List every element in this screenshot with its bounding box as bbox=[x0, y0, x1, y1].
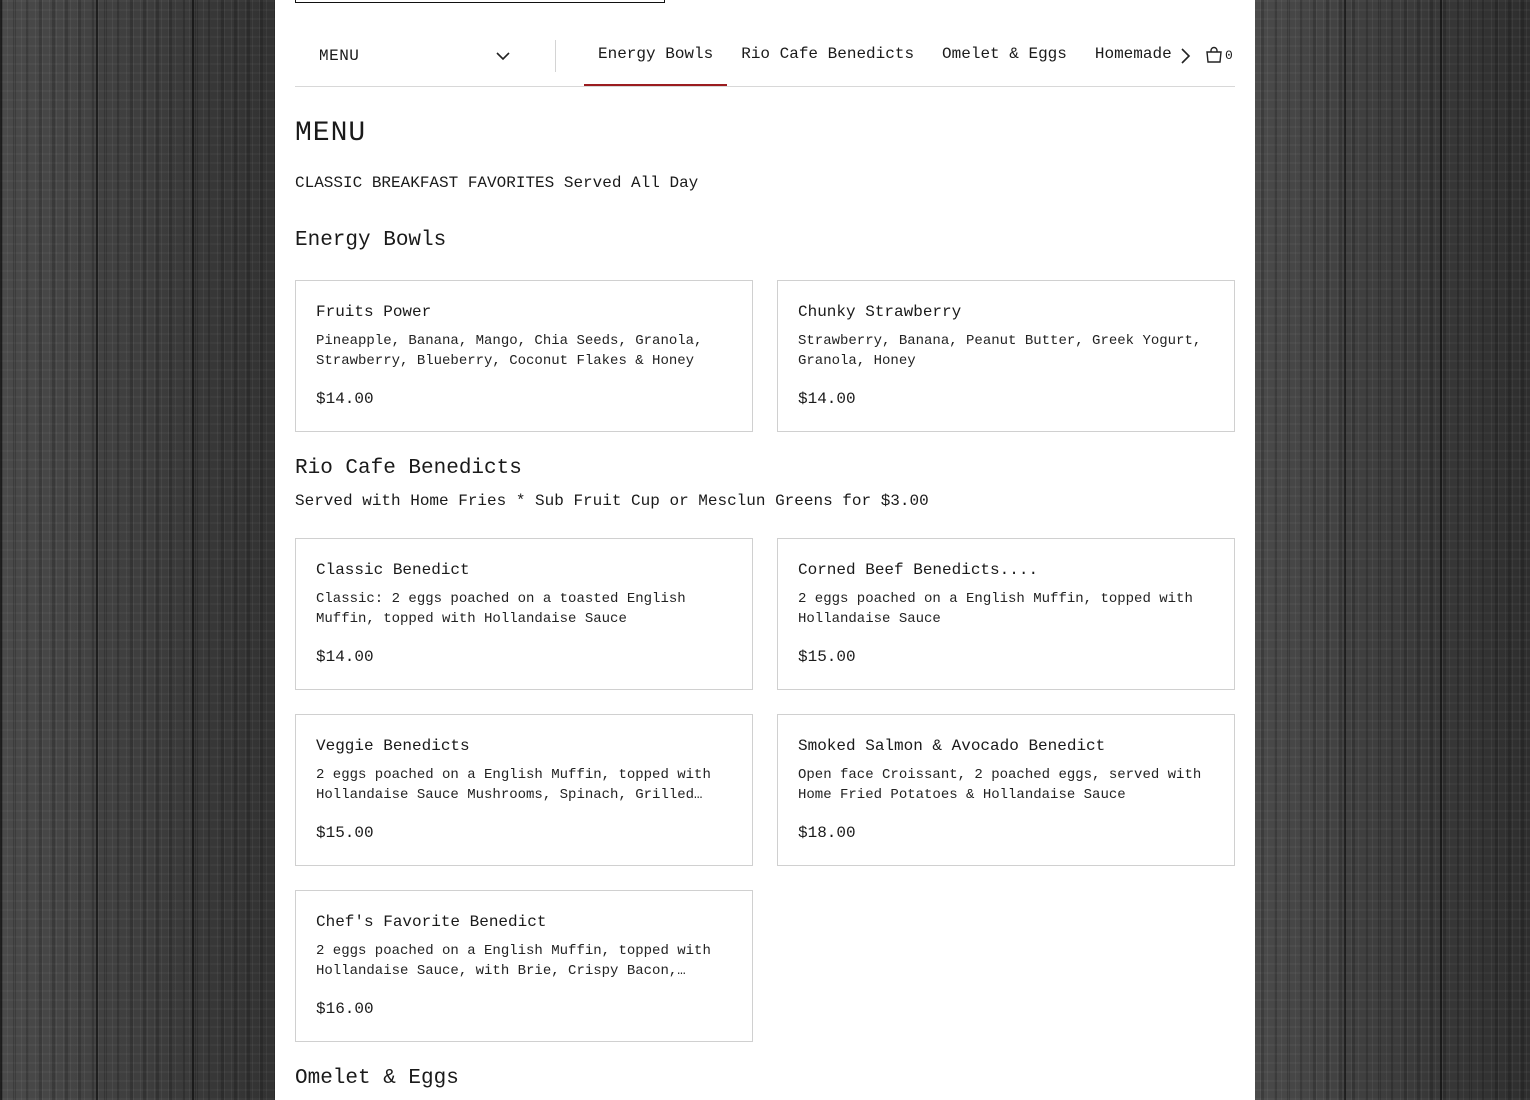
item-description: 2 eggs poached on a English Muffin, topped with Hollandaise Sauce bbox=[798, 591, 1193, 627]
item-name: Chunky Strawberry bbox=[798, 303, 962, 321]
menu-panel bbox=[275, 0, 1255, 1100]
tab-rio-cafe-benedicts[interactable]: Rio Cafe Benedicts bbox=[741, 45, 915, 63]
nav-divider bbox=[555, 40, 556, 72]
item-description: 2 eggs poached on a English Muffin, topped with Hollandaise Sauce, with Brie, Crispy Bacon,… bbox=[316, 943, 711, 979]
item-description: Open face Croissant, 2 poached eggs, served with Home Fried Potatoes & Hollandaise Sauce bbox=[798, 767, 1202, 803]
tab-energy-bowls[interactable]: Energy Bowls bbox=[584, 26, 727, 86]
search-input[interactable] bbox=[295, 0, 665, 3]
item-price: $14.00 bbox=[798, 390, 856, 408]
section-items-rio-cafe-benedicts bbox=[295, 538, 1235, 1042]
item-price: $14.00 bbox=[316, 390, 374, 408]
item-name: Smoked Salmon & Avocado Benedict bbox=[798, 737, 1106, 755]
menu-dropdown[interactable] bbox=[295, 40, 535, 72]
tab-omelet-eggs[interactable]: Omelet & Eggs bbox=[942, 45, 1067, 63]
item-price: $14.00 bbox=[316, 648, 374, 666]
section-description: Served with Home Fries * Sub Fruit Cup or Mesclun Greens for $3.00 bbox=[295, 492, 929, 510]
menu-item-card[interactable] bbox=[777, 538, 1235, 690]
item-name: Corned Beef Benedicts.... bbox=[798, 561, 1039, 579]
menu-item-card[interactable] bbox=[295, 890, 753, 1042]
item-price: $18.00 bbox=[798, 824, 856, 842]
cart-button[interactable] bbox=[1205, 45, 1233, 65]
item-description: 2 eggs poached on a English Muffin, topped with Hollandaise Sauce Mushrooms, Spinach, Grilled… bbox=[316, 767, 711, 803]
section-title-omelet-eggs: Omelet & Eggs bbox=[295, 1067, 459, 1090]
item-name: Fruits Power bbox=[316, 303, 432, 321]
menu-description: CLASSIC BREAKFAST FAVORITES Served All Day bbox=[295, 174, 699, 192]
menu-dropdown-label: MENU bbox=[319, 47, 360, 65]
item-name: Veggie Benedicts bbox=[316, 737, 470, 755]
item-price: $15.00 bbox=[316, 824, 374, 842]
section-title-energy-bowls: Energy Bowls bbox=[295, 229, 447, 252]
menu-item-card[interactable] bbox=[295, 714, 753, 866]
menu-item-card[interactable] bbox=[777, 714, 1235, 866]
chevron-right-icon[interactable] bbox=[1175, 46, 1195, 66]
item-price: $16.00 bbox=[316, 1000, 374, 1018]
menu-item-card[interactable] bbox=[777, 280, 1235, 432]
menu-content bbox=[295, 112, 1235, 1094]
category-tabs bbox=[584, 26, 1174, 86]
page-title: MENU bbox=[295, 118, 367, 149]
tab-homemade[interactable]: Homemade bbox=[1094, 45, 1172, 63]
menu-item-card[interactable] bbox=[295, 538, 753, 690]
menu-item-card[interactable] bbox=[295, 280, 753, 432]
cart-count: 0 bbox=[1225, 47, 1233, 63]
item-description: Strawberry, Banana, Peanut Butter, Greek Yogurt, Granola, Honey bbox=[798, 333, 1202, 369]
item-name: Chef's Favorite Benedict bbox=[316, 913, 547, 931]
chevron-down-icon bbox=[495, 48, 511, 64]
item-description: Classic: 2 eggs poached on a toasted English Muffin, topped with Hollandaise Sauce bbox=[316, 591, 686, 627]
item-name: Classic Benedict bbox=[316, 561, 470, 579]
section-items-energy-bowls bbox=[295, 280, 1235, 432]
section-title-rio-cafe-benedicts: Rio Cafe Benedicts bbox=[295, 457, 522, 480]
shopping-bag-icon bbox=[1205, 46, 1223, 64]
item-price: $15.00 bbox=[798, 648, 856, 666]
item-description: Pineapple, Banana, Mango, Chia Seeds, Granola, Strawberry, Blueberry, Coconut Flakes & Honey bbox=[316, 333, 703, 369]
menu-nav-bar bbox=[295, 26, 1235, 87]
